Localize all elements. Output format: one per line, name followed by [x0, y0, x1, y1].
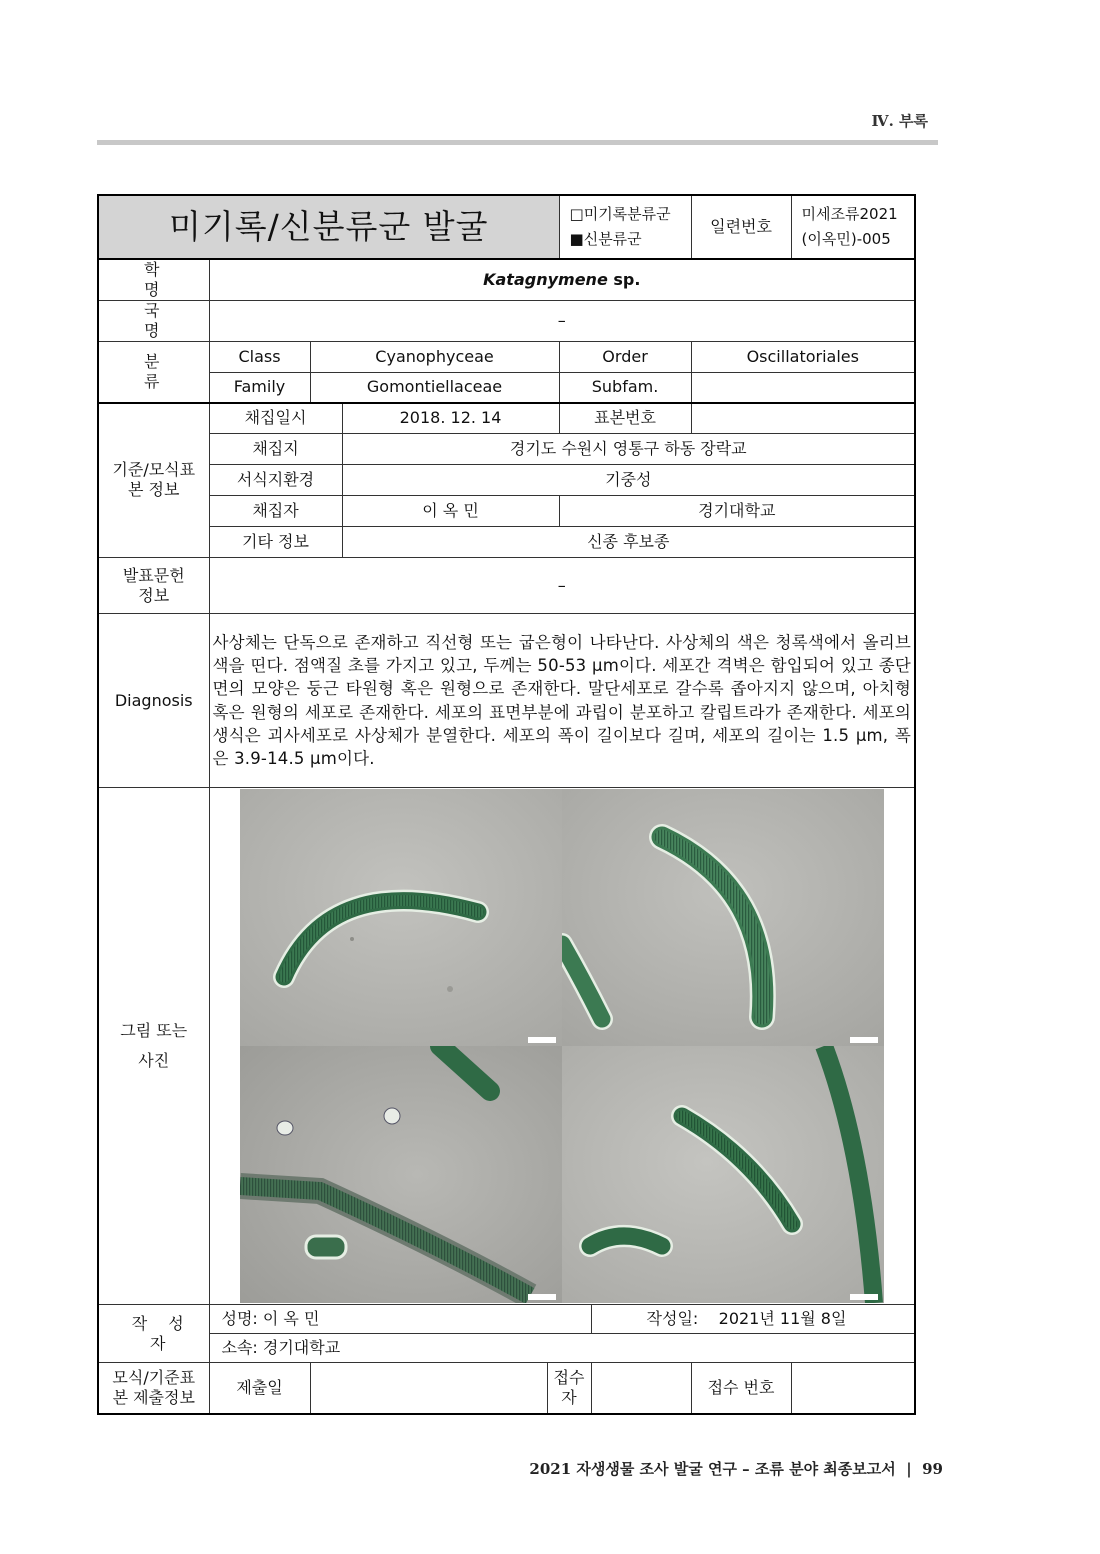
collector-org: 경기대학교 — [559, 496, 915, 527]
micrograph-3 — [240, 1046, 562, 1303]
class-value: Cyanophyceae — [310, 342, 559, 373]
checkbox-unrecorded: □미기록분류군 — [569, 205, 671, 224]
form-title: 미기록/신분류군 발굴 — [98, 195, 559, 259]
class-label: Class — [209, 342, 310, 373]
family-value: Gomontiellaceae — [310, 373, 559, 403]
writer-date-value: 2021년 11월 8일 — [718, 1309, 847, 1328]
page-number: 99 — [922, 1460, 943, 1478]
checkbox-new-taxon: ■신분류군 — [569, 230, 642, 248]
serial-value-line2: (이옥민)-005 — [801, 230, 891, 248]
other-info-value: 신종 후보종 — [342, 527, 915, 558]
kor-name-value: – — [209, 301, 915, 342]
submit-date-label: 제출일 — [209, 1363, 310, 1414]
family-label: Family — [209, 373, 310, 403]
scale-bar — [850, 1037, 878, 1043]
submit-info-label: 모식/기준표 본 제출정보 — [98, 1363, 209, 1414]
category-checkboxes — [559, 195, 691, 259]
publication-value: – — [209, 558, 915, 614]
habitat-value: 기중성 — [342, 465, 915, 496]
kor-name-label: 국 명 — [98, 301, 209, 342]
subfam-label: Subfam. — [559, 373, 691, 403]
micrograph-4 — [562, 1046, 884, 1303]
sci-name-suffix: sp. — [607, 270, 641, 289]
collect-date-label: 채집일시 — [209, 403, 342, 434]
micrograph-2 — [562, 789, 884, 1046]
receipt-no-value — [791, 1363, 915, 1414]
sci-name-value — [209, 259, 915, 301]
writer-label: 작 성 자 — [98, 1305, 209, 1363]
publication-label: 발표문헌 정보 — [98, 558, 209, 614]
diagnosis-label: Diagnosis — [98, 614, 209, 788]
scale-bar — [528, 1037, 556, 1043]
collector-label: 채집자 — [209, 496, 342, 527]
serial-value-line1: 미세조류2021 — [801, 205, 898, 224]
writer-date — [591, 1305, 915, 1334]
specimen-no-value — [691, 403, 915, 434]
sci-name-label: 학 명 — [98, 259, 209, 301]
writer-affiliation: 소속: 경기대학교 — [209, 1334, 915, 1363]
writer-date-label: 작성일: — [646, 1309, 699, 1328]
diagnosis-text: 사상체는 단독으로 존재하고 직선형 또는 굽은형이 나타난다. 사상체의 색은 청록색에서 올리브색을 띤다. 점액질 초를 가지고 있고, 두께는 50-53 μm이다. 세포간 격벽은 함입되어 있고 종단면의 모양은 둥근 타원형 혹은 원형으로 존재한다. 말단세포로 갈수록 좁아지지 않으며, 아치형 혹은 원형의 세포로 존재한다. 세포의 표면부분에 과립이 분포하고 칼립트라가 존재한다. 세포의 생식은 괴사세포로 사상체가 분열한다. 세포의 폭이 길이보다 길며, 세포의 길이는 1.5 μm, 폭은 3.9-14.5 μm이다. — [209, 614, 915, 788]
collect-site-label: 채집지 — [209, 434, 342, 465]
footer-separator: | — [906, 1460, 912, 1478]
collector-value: 이 옥 민 — [342, 496, 559, 527]
receiver-label: 접수자 — [547, 1363, 591, 1414]
serial-label: 일련번호 — [691, 195, 791, 259]
habitat-label: 서식지환경 — [209, 465, 342, 496]
sci-name-genus: Katagnymene — [483, 270, 608, 289]
writer-name: 성명: 이 옥 민 — [209, 1305, 591, 1334]
specimen-info-label: 기준/모식표 본 정보 — [98, 403, 209, 558]
collect-site-value: 경기도 수원시 영통구 하동 장락교 — [342, 434, 915, 465]
receiver-value — [591, 1363, 691, 1414]
photo-cell — [209, 788, 915, 1305]
scale-bar — [850, 1294, 878, 1300]
subfam-value — [691, 373, 915, 403]
order-value: Oscillatoriales — [691, 342, 915, 373]
order-label: Order — [559, 342, 691, 373]
footer-text: 2021 자생생물 조사 발굴 연구 – 조류 분야 최종보고서 — [529, 1460, 896, 1478]
micrograph-1 — [240, 789, 562, 1046]
photo-label: 그림 또는 사진 — [98, 788, 209, 1305]
section-header: Ⅳ. 부록 — [871, 112, 928, 130]
classification-label: 분 류 — [98, 342, 209, 403]
collect-date-value: 2018. 12. 14 — [342, 403, 559, 434]
micrograph-grid — [240, 789, 884, 1303]
scale-bar — [528, 1294, 556, 1300]
discovery-form — [97, 194, 916, 1415]
header-rule — [97, 140, 938, 145]
submit-date-value — [310, 1363, 547, 1414]
serial-value — [791, 195, 915, 259]
receipt-no-label: 접수 번호 — [691, 1363, 791, 1414]
specimen-no-label: 표본번호 — [559, 403, 691, 434]
page-footer — [529, 1458, 943, 1479]
other-info-label: 기타 정보 — [209, 527, 342, 558]
